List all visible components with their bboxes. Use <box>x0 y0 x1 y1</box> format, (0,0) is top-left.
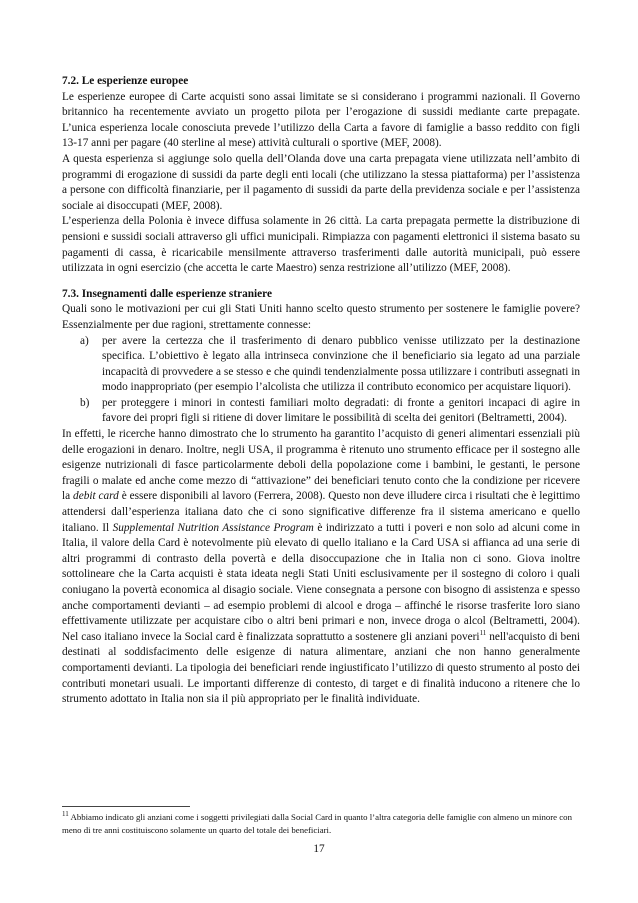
paragraph-uk: Le esperienze europee di Carte acquisti sono assai limitate se si considerano i programmi nazionali. Il Governo britannico ha recentemente avviato un progetto pilota per l’erogazione di sussidi mediante carte prepagate. L’unica esperienza locale conosciuta prevede l’utilizzo della Carta a favore di famiglie a basso reddito con figli 13-17 anni per pagare (40 sterline al mese) attività culturali o sportive (MEF, 2008). <box>62 90 580 150</box>
section-heading-7-3: 7.3. Insegnamenti dalle esperienze straniere <box>62 287 273 300</box>
text-run: è indirizzato a tutti i poveri e non solo ad alcuni come in Italia, il valore della Card è notevolmente più elevato di quello italiano e la Card USA si affianca ad una serie di altri programmi di contrasto della povertà e della disoccupazione che in Italia non ci sono. Giova inoltre sottolineare che la Carta acquisti è stata ideata negli Stati Uniti esclusivamente per il sostegno di coloro i quali coniugano la povertà economica al disagio sociale. Viene consegnata a persone con bisogno di assistenza e spesso anche comportamenti devianti – ad esempio problemi di alcool e droga – affinché le risorse trasferite loro siano effettivamente utilizzate per acquistare cibo o altri beni primari e non, invece droga o alcol (Beltrametti, 2004). Nel caso italiano invece la Social card è finalizzata soprattutto a sostenere gli anziani poveri <box>62 521 580 643</box>
section-heading-7-2: 7.2. Le esperienze europee <box>62 75 189 87</box>
text-run: nell'acquisto di beni destinati al soddisfacimento delle esigenze di natura alimentare, anziani che non hanno generalmente comportamenti devianti. La tipologia dei beneficiari rende ingiustificato l’utilizzo di questo strumento al posto dei contributi monetari usuali. Le importanti differenze di contesto, di target e di finalità inducono a ritenere che lo strumento adottato in Italia non sia il più appropriato per le finalità individuate. <box>62 630 580 706</box>
text-run: è essere disponibili al lavoro (Ferrera, 2008). Questo non deve illudere circa i risultati che è legittimo attendersi dall’esperienza italiana dato che ci sono significative differenze fra il sistema americano e quello italiano. Il <box>62 490 581 534</box>
paragraph-netherlands: A questa esperienza si aggiunge solo quella dell’Olanda dove una carta prepagata viene utilizzata nell’ambito di programmi di erogazione di sussidi da parte degli enti locali (che utilizzano la stessa piattaforma) per l’assistenza a persone con difficoltà finanziarie, per il pagamento di sussidi da parte della previdenza sociale e per l’assistenza sociale ai disoccupati (MEF, 2008). <box>62 152 580 212</box>
list-marker: b) <box>80 396 90 409</box>
text-run: In effetti, le ricerche hanno dimostrato che lo strumento ha garantito l’acquisto di generi alimentari essenziali più delle erogazioni in denaro. Inoltre, negli USA, il programma è ritenuto uno strumento efficace per il sostegno alle esigenze nutrizionali di fasce particolarmente deboli della popolazione come i bambini, le gestanti, le persone fragili o malate ed anche come mezzo di “attivazione” dei beneficiari tenuto conto che la condizione per ricevere la <box>62 428 580 503</box>
footnote-number: 11 <box>62 810 69 819</box>
footnote-text: Abbiamo indicato gli anziani come i soggetti privilegiati dalla Social Card in quanto l’altra categoria delle famiglie con almeno un minore con meno di tre anni costituiscono solamente un quarto del totale dei beneficiari. <box>62 812 572 835</box>
footnote <box>62 811 580 836</box>
list-item <box>62 396 580 427</box>
page-number: 17 <box>313 843 325 855</box>
debit-card-term: debit card <box>73 490 119 503</box>
list-item-text: per avere la certezza che il trasferimento di denaro pubblico venisse utilizzato per la destinazione specifica. L’obiettivo è legato alla intrinseca convinzione che il beneficiario sia legato ad una parziale incapacità di provvedere a se stesso e che quindi tendenzialmente possa utilizzare i contributi assegnati in modo inappropriato (per esempio l’alcolista che utilizza il contributo economico per acquistare liquori). <box>102 334 580 394</box>
paragraph-poland: L’esperienza della Polonia è invece diffusa solamente in 26 città. La carta prepagata permette la distribuzione di pensioni e sussidi sociali attraverso gli uffici municipali. Rimpiazza con pagamenti elettronici il sistema basato su pagamenti di cassa, è ricaricabile mensilmente attraverso trasferimenti dalle autorità municipali, può essere utilizzata in ogni esercizio (che accetta le carte Maestro) senza restrizione all’utilizzo (MEF, 2008). <box>62 215 580 275</box>
snap-program-name: Supplemental Nutrition Assistance Program <box>112 521 314 534</box>
footnote-divider <box>62 806 190 807</box>
reasons-list <box>62 334 580 428</box>
paragraph-motivations: Quali sono le motivazioni per cui gli Stati Uniti hanno scelto questo strumento per sostenere le famiglie povere? Essenzialmente per due ragioni, strettamente connesse: <box>62 303 580 331</box>
list-item-text: per proteggere i minori in contesti familiari molto degradati: di fronte a genitori incapaci di agire in favore dei propri figli si ritiene di dover limitare le possibilità di scelta dei genitori (Beltrametti, 2004). <box>102 396 580 425</box>
footnote-ref[interactable]: 11 <box>479 629 487 638</box>
paragraph-research <box>62 427 580 708</box>
list-marker: a) <box>80 334 89 347</box>
page-body <box>62 74 580 708</box>
list-item <box>62 334 580 396</box>
